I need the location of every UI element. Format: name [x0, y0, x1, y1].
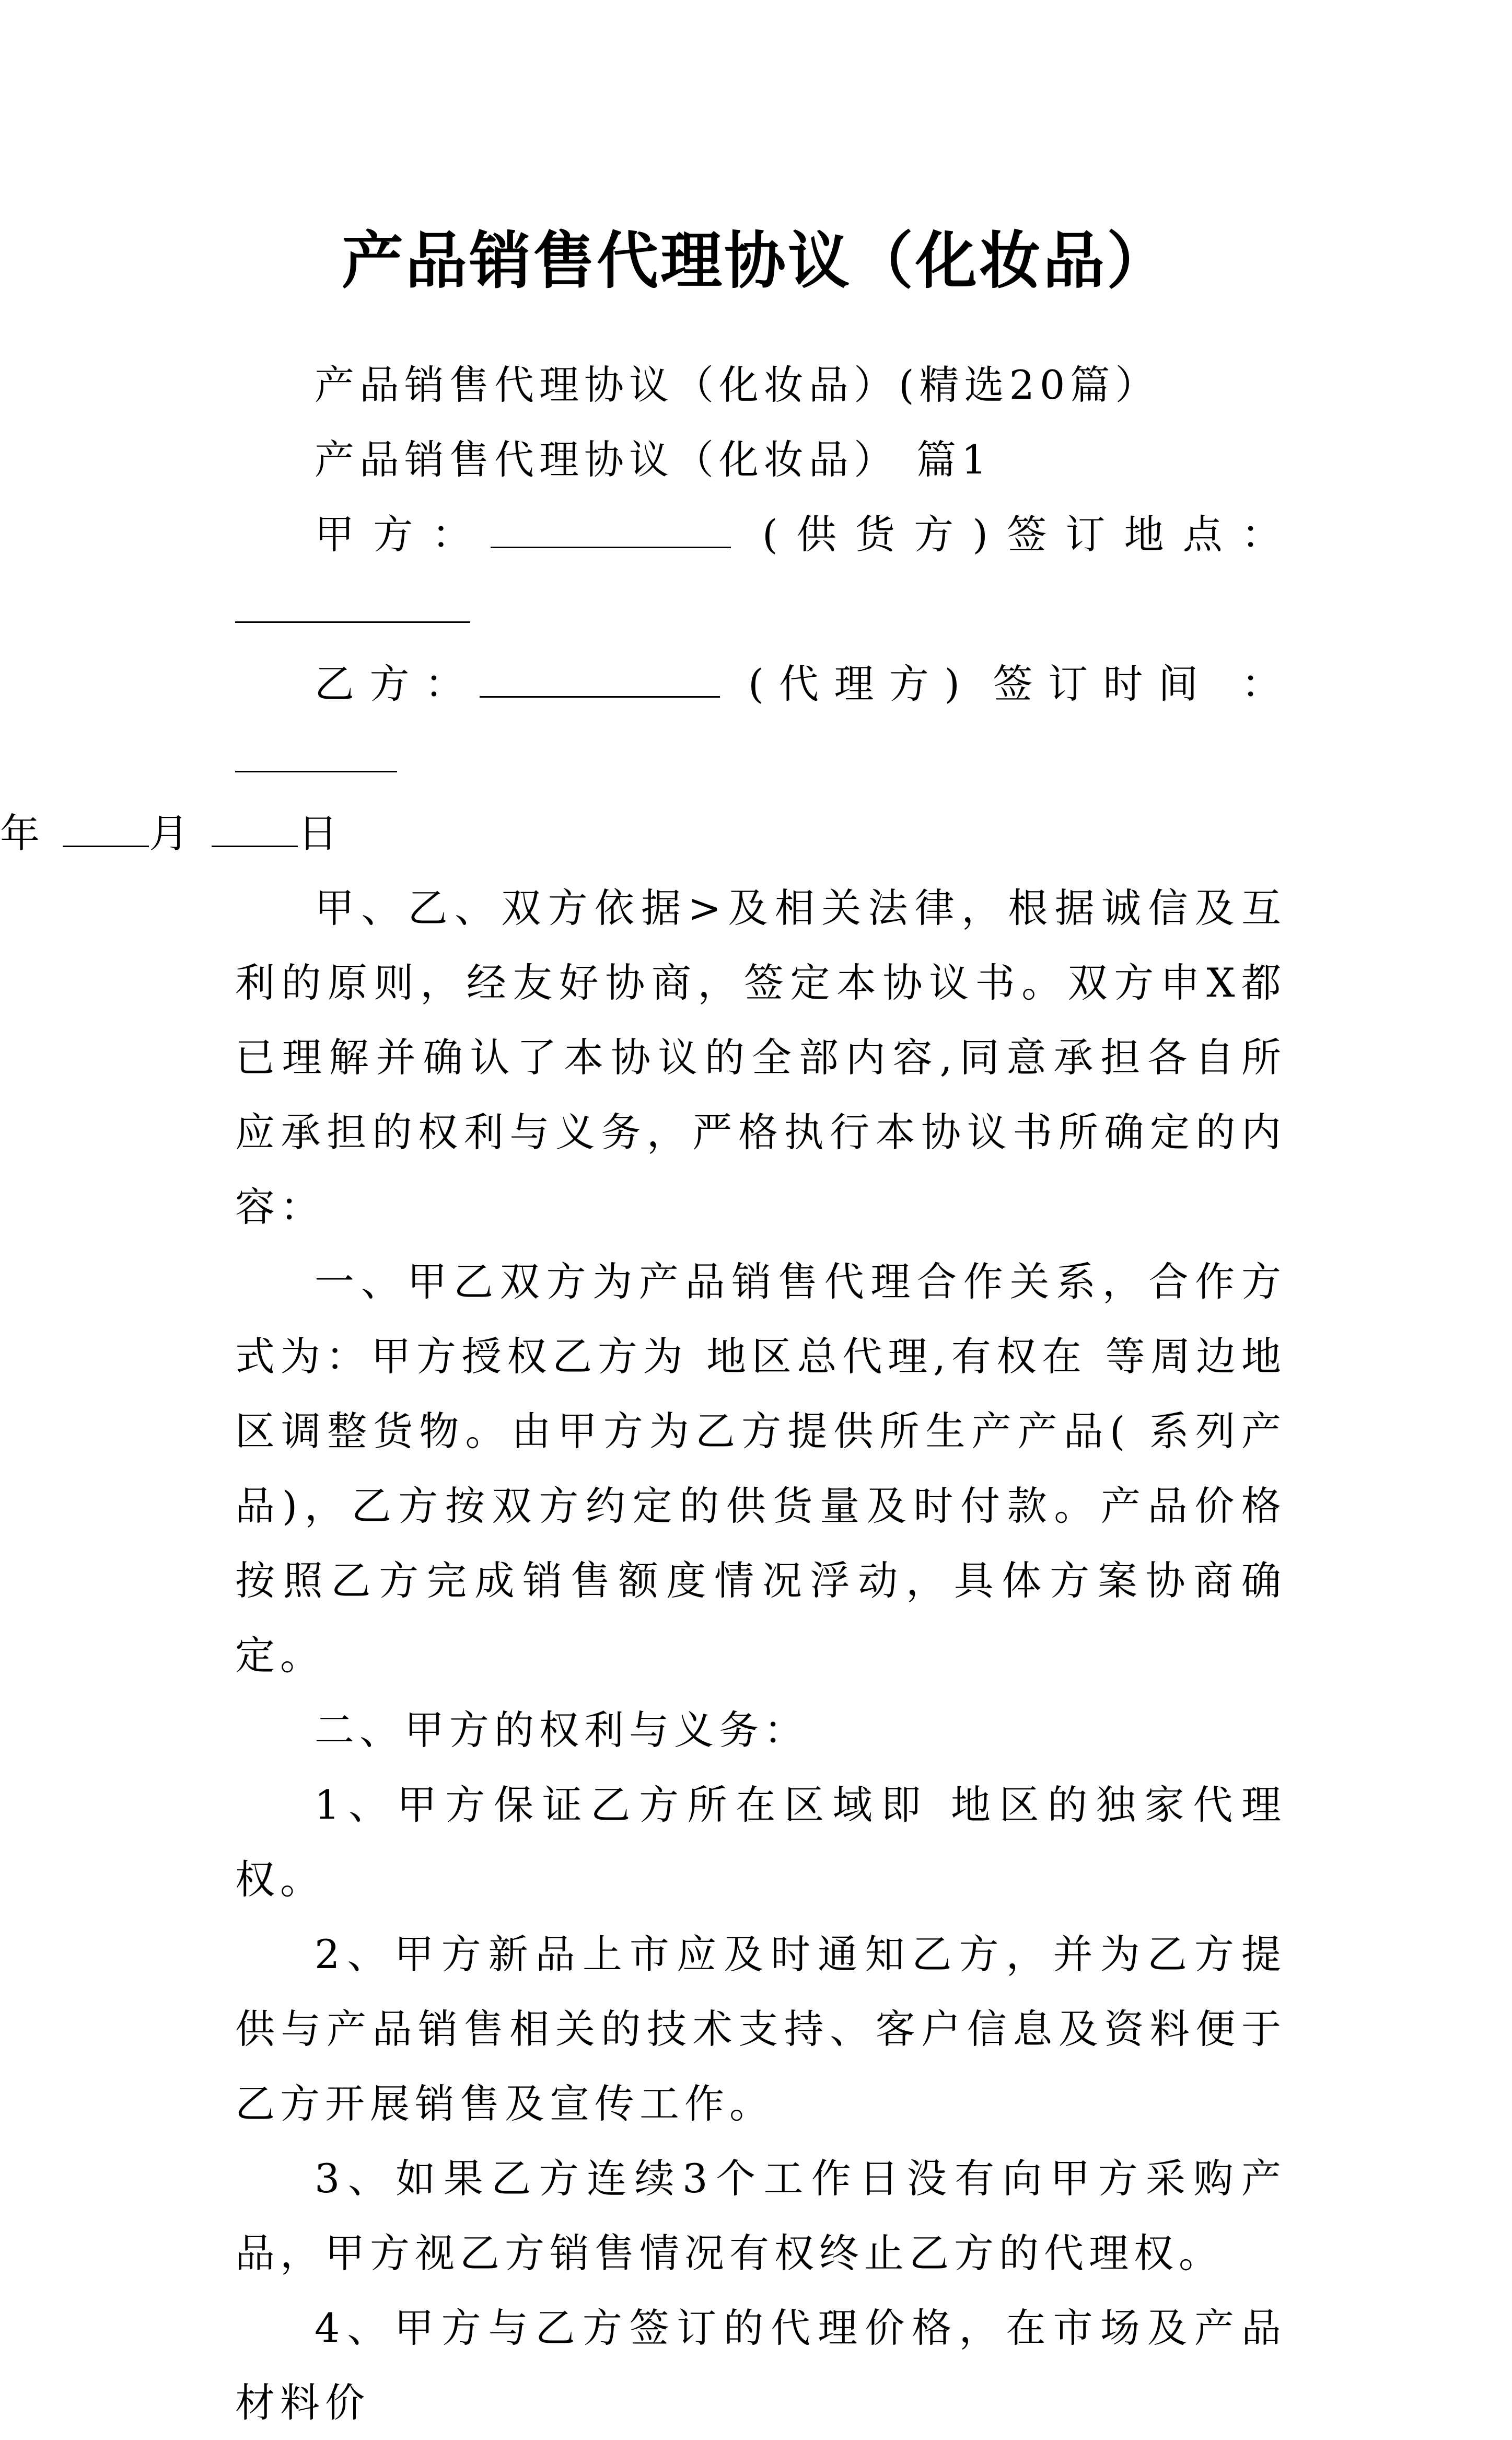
clause-2-item-4: 4、甲方与乙方签订的代理价格，在市场及产品材料价	[235, 2305, 1286, 2426]
year-label: 年	[0, 810, 63, 857]
party-b-line	[235, 646, 1286, 796]
subtitle-line: 产品销售代理协议（化妆品）(精选20篇）	[315, 362, 1160, 408]
party-a-label: 甲方：	[315, 511, 491, 558]
document-title: 产品销售代理协议（化妆品）	[341, 224, 1170, 297]
clause-1-paragraph: 一、甲乙双方为产品销售代理合作关系，合作方式为：甲方授权乙方为 地区总代理,有权在 等周边地区调整货物。由甲方为乙方提供所生产产品( 系列产品)，乙方按双方约定的供货量及时付款。产品价格按照乙方完成销售额度情况浮动，具体方案协商确定。	[235, 1258, 1286, 1679]
signing-place-blank	[235, 587, 470, 623]
document-body	[0, 348, 1287, 2440]
clause-2-item-2: 2、甲方新品上市应及时通知乙方，并为乙方提供与产品销售相关的技术支持、客户信息及资料便于乙方开展销售及宣传工作。	[235, 1931, 1286, 2127]
month-label: 月	[149, 810, 212, 857]
day-label: 日	[298, 810, 343, 857]
party-a-name-blank	[491, 512, 731, 548]
clause-2-item-1: 1、甲方保证乙方所在区域即 地区的独家代理权。	[235, 1782, 1286, 1903]
party-b-role: (代理方) 签订时间 ：	[720, 661, 1287, 707]
party-a-role: (供货方)签订地点：	[730, 511, 1286, 558]
clause-2-item-3: 3、如果乙方连续3个工作日没有向甲方采购产品，甲方视乙方销售情况有权终止乙方的代理权。	[235, 2155, 1286, 2276]
date-line	[0, 796, 1286, 871]
signing-time-blank	[235, 736, 397, 772]
month-blank	[63, 811, 149, 847]
clause-2-heading: 二、甲方的权利与义务：	[315, 1707, 809, 1753]
day-blank	[212, 811, 298, 847]
party-b-name-blank	[480, 662, 720, 698]
part-heading: 产品销售代理协议（化妆品） 篇1	[315, 436, 992, 483]
intro-paragraph: 甲、乙、双方依据>及相关法律，根据诚信及互利的原则，经友好协商，签定本协议书。双方申X都已理解并确认了本协议的全部内容,同意承担各自所应承担的权利与义务，严格执行本协议书所确定的内容：	[235, 885, 1286, 1230]
party-b-label: 乙方：	[315, 661, 480, 707]
party-a-line	[235, 497, 1286, 646]
